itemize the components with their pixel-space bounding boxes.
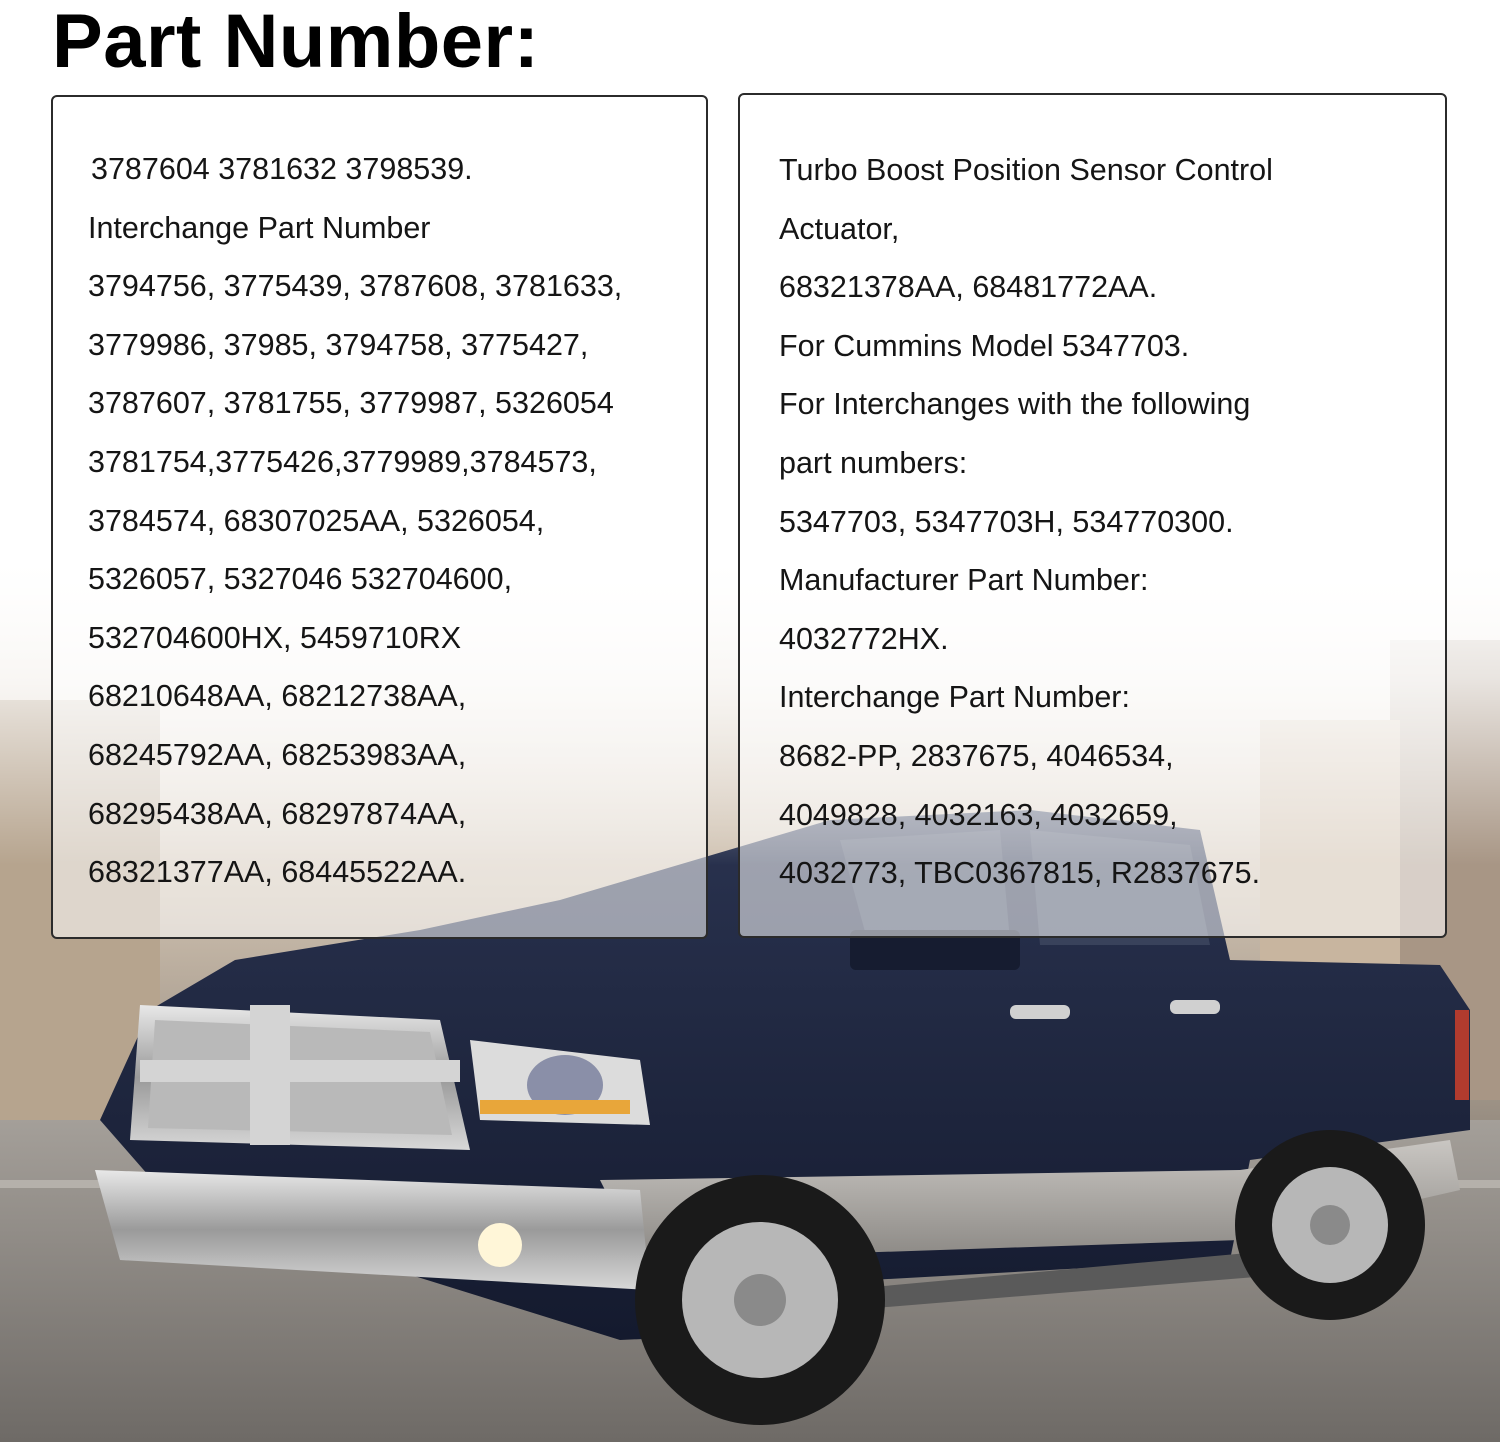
left-text-line: Interchange Part Number: [88, 210, 431, 245]
right-text-line: For Cummins Model 5347703.: [779, 328, 1190, 363]
left-text-line: 3784574, 68307025AA, 5326054,: [88, 503, 545, 538]
right-text-line: 8682-PP, 2837675, 4046534,: [779, 738, 1174, 773]
left-text-line: 532704600HX, 5459710RX: [88, 620, 462, 655]
right-text-line: 5347703, 5347703H, 534770300.: [779, 504, 1234, 539]
right-text-line: Turbo Boost Position Sensor Control: [779, 153, 1273, 187]
left-text-line: 5326057, 5327046 532704600,: [88, 562, 513, 597]
left-text-line: 68245792AA, 68253983AA,: [88, 737, 467, 772]
left-text-line: 3779986, 37985, 3794758, 3775427,: [88, 327, 589, 362]
right-text-line: Manufacturer Part Number:: [779, 563, 1149, 598]
right-text-line: 4049828, 4032163, 4032659,: [779, 797, 1178, 832]
right-text-line: 68321378AA, 68481772AA.: [779, 270, 1158, 305]
left-text-line: 3781754,3775426,3779989,3784573,: [88, 444, 597, 479]
left-text-line: 3794756, 3775439, 3787608, 3781633,: [88, 269, 623, 304]
page-title: Part Number:: [52, 0, 540, 84]
left-text-line: 68295438AA, 68297874AA,: [88, 796, 467, 831]
right-text-line: part numbers:: [779, 445, 968, 480]
left-text-line: 3787604 3781632 3798539.: [91, 152, 473, 186]
left-text-line: 68210648AA, 68212738AA,: [88, 679, 467, 714]
left-text-line: 3787607, 3781755, 3779987, 5326054: [88, 386, 614, 421]
right-text-line: For Interchanges with the following: [779, 387, 1251, 422]
right-text-line: 4032773, TBC0367815, R2837675.: [779, 856, 1261, 891]
right-text-line: Actuator,: [779, 211, 900, 246]
left-part-numbers-box: [51, 95, 708, 939]
right-text-line: Interchange Part Number:: [779, 680, 1130, 715]
right-text-line: 4032772HX.: [779, 621, 949, 656]
right-product-info-box: [738, 93, 1447, 938]
left-text-line: 68321377AA, 68445522AA.: [88, 855, 467, 890]
